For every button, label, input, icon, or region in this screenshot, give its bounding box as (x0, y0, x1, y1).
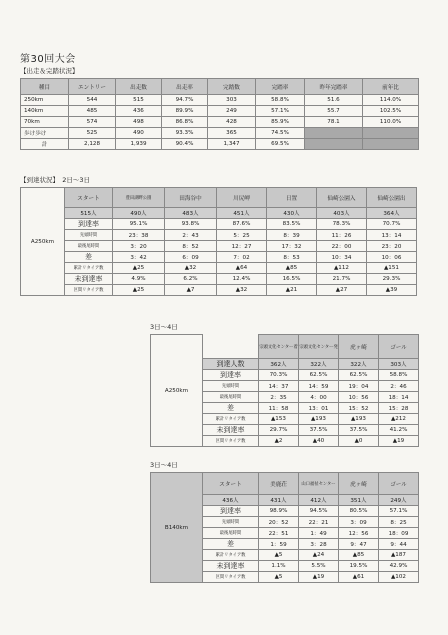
table-cell: 3：42 (113, 252, 165, 263)
table-cell: ▲0 (339, 436, 379, 447)
table-cell: 412人 (299, 495, 339, 506)
table-cell: 15：28 (379, 403, 419, 414)
table-cell: 20：52 (259, 517, 299, 528)
table-cell: 6：09 (165, 252, 217, 263)
row-label: 累計リタイア数 (65, 263, 113, 274)
row-label: 最後尾時間 (65, 241, 113, 252)
table-cell: 85.9% (256, 117, 305, 128)
table-cell: 11：26 (317, 230, 367, 241)
table-cell: 23：20 (367, 241, 417, 252)
table-cell: ▲64 (217, 263, 267, 274)
table-cell: 22：21 (299, 517, 339, 528)
table-cell: ▲212 (379, 414, 419, 425)
table-cell: 19.5% (339, 561, 379, 572)
row-label: 差 (203, 539, 259, 550)
table-row (21, 208, 417, 219)
blank-cell (203, 335, 259, 359)
th-checkpoint: ゴール (379, 473, 419, 495)
row-label: 到達率 (65, 219, 113, 230)
entry-finish-table (20, 78, 419, 150)
th-checkpoint: 宗頭文化センター発 (299, 335, 339, 359)
table-cell: 18：14 (379, 392, 419, 403)
row-label: 到達率 (203, 506, 259, 517)
th-checkpoint: 仙崎公園出 (367, 188, 417, 208)
table-cell: 490人 (113, 208, 165, 219)
table-cell: 21.7% (317, 274, 367, 285)
table-cell: 89.9% (162, 106, 208, 117)
table-cell: 12.4% (217, 274, 267, 285)
row-label: 先頭時間 (65, 230, 113, 241)
table-cell: 70.7% (367, 219, 417, 230)
table-cell: 2：35 (259, 392, 299, 403)
table-cell: 94.7% (162, 95, 208, 106)
table-row (21, 274, 417, 285)
table-cell: 3：09 (339, 517, 379, 528)
table-cell (363, 139, 419, 150)
table-cell: ▲32 (165, 263, 217, 274)
table-cell: ▲85 (267, 263, 317, 274)
table-cell (305, 139, 363, 150)
table-cell: 13：14 (367, 230, 417, 241)
table-cell: 計 (21, 139, 69, 150)
row-label: 先頭時間 (203, 517, 259, 528)
row-label: 未到達率 (65, 274, 113, 285)
table-cell (305, 128, 363, 139)
table-cell: 2：43 (165, 230, 217, 241)
table-cell: 483人 (165, 208, 217, 219)
table-cell: 70.3% (259, 370, 299, 381)
table-cell: 490 (116, 128, 162, 139)
table-cell: 51.6 (305, 95, 363, 106)
section-label: 【到達状況】 (20, 176, 56, 184)
table-cell: 525 (69, 128, 116, 139)
table-row (21, 241, 417, 252)
table-cell (363, 128, 419, 139)
row-label: 累計リタイア数 (203, 550, 259, 561)
row-label: 最後尾時間 (203, 528, 259, 539)
row-label: 差 (65, 252, 113, 263)
table-cell: 485 (69, 106, 116, 117)
table-cell: 1.1% (259, 561, 299, 572)
table-cell: 6.2% (165, 274, 217, 285)
table-cell: 403人 (317, 208, 367, 219)
table-cell: 41.2% (379, 425, 419, 436)
table-cell: ▲193 (339, 414, 379, 425)
row-label: 未到達率 (203, 425, 259, 436)
row-label: 到達率 (203, 370, 259, 381)
table-cell: 18：09 (379, 528, 419, 539)
table-cell: 9：44 (379, 539, 419, 550)
arrival-table-b140 (150, 472, 419, 583)
table-cell: 57.1% (379, 506, 419, 517)
table-cell: 12：27 (217, 241, 267, 252)
table-cell: ▲102 (379, 572, 419, 583)
table-cell: ▲27 (317, 285, 367, 296)
table-cell: 362人 (259, 359, 299, 370)
course-label: A250km (21, 188, 65, 296)
row-label: 未到達率 (203, 561, 259, 572)
table-cell: 29.3% (367, 274, 417, 285)
table-cell: ▲24 (299, 550, 339, 561)
table-cell: 13：01 (299, 403, 339, 414)
table-cell: 69.5% (256, 139, 305, 150)
table-cell: ▲19 (299, 572, 339, 583)
table-cell: 95.1% (113, 219, 165, 230)
table-row (21, 263, 417, 274)
table-cell: ▲39 (367, 285, 417, 296)
table-cell: 110.0% (363, 117, 419, 128)
table-cell: ▲85 (339, 550, 379, 561)
table-cell: 8：52 (165, 241, 217, 252)
th-starters: 出走数 (116, 79, 162, 95)
table-cell: 12：56 (339, 528, 379, 539)
table-cell: 544 (69, 95, 116, 106)
table-cell: ▲5 (259, 572, 299, 583)
table-cell: 14：37 (259, 381, 299, 392)
table-cell: 15：52 (339, 403, 379, 414)
table-cell: 16.5% (267, 274, 317, 285)
table-cell: 5：25 (217, 230, 267, 241)
table-cell: ▲193 (299, 414, 339, 425)
table-cell: 87.6% (217, 219, 267, 230)
table-cell: 574 (69, 117, 116, 128)
table-cell: 5.5% (299, 561, 339, 572)
th-checkpoint: 日置 (267, 188, 317, 208)
table-cell: ▲25 (113, 263, 165, 274)
table-cell: ▲19 (379, 436, 419, 447)
table-cell: 10：06 (367, 252, 417, 263)
table-cell: 8：53 (267, 252, 317, 263)
table-cell: 2,128 (69, 139, 116, 150)
th-checkpoint: 虎ヶ崎 (339, 473, 379, 495)
table-cell: 498 (116, 117, 162, 128)
table-cell: 436 (116, 106, 162, 117)
row-label: 最後尾時間 (203, 392, 259, 403)
table-cell: 430人 (267, 208, 317, 219)
table-cell: 58.8% (256, 95, 305, 106)
table-cell: 90.4% (162, 139, 208, 150)
th-checkpoint: 山口福祉センター (299, 473, 339, 495)
table-cell: 11：58 (259, 403, 299, 414)
table-cell: 62.5% (299, 370, 339, 381)
table-cell: 22：51 (259, 528, 299, 539)
table-cell: 70km (21, 117, 69, 128)
table-cell: ▲112 (317, 263, 367, 274)
table-cell: 2：46 (379, 381, 419, 392)
table-cell: 102.5% (363, 106, 419, 117)
table-cell: 94.5% (299, 506, 339, 517)
th-entry: エントリー (69, 79, 116, 95)
table-cell: 436人 (203, 495, 259, 506)
section-days: 2日～3日 (62, 176, 91, 184)
table-cell: 140km (21, 106, 69, 117)
table-cell: 364人 (367, 208, 417, 219)
course-label: A250km (151, 335, 203, 447)
table-cell: 351人 (339, 495, 379, 506)
table-cell: 4：00 (299, 392, 339, 403)
th-checkpoint: 豊田湖畔公園 (113, 188, 165, 208)
th-checkpoint: 田海谷中 (165, 188, 217, 208)
th-checkpoint: 美鹿荘 (259, 473, 299, 495)
th-last-year-rate: 昨年完踏率 (305, 79, 363, 95)
course-label: B140km (151, 473, 203, 583)
table-cell: 303人 (379, 359, 419, 370)
th-checkpoint: 川尻岬 (217, 188, 267, 208)
table-cell: 8：25 (379, 517, 419, 528)
table-cell: ▲61 (339, 572, 379, 583)
table-cell: 22：00 (317, 241, 367, 252)
table-cell: 93.8% (165, 219, 217, 230)
row-label: 差 (203, 403, 259, 414)
table-row (21, 117, 419, 128)
section-days-3: 3日～4日 (150, 323, 178, 331)
th-checkpoint: 虎ヶ崎 (339, 335, 379, 359)
table-cell: 10：56 (339, 392, 379, 403)
row-label: 区間リタイア数 (203, 572, 259, 583)
table-cell: ▲151 (367, 263, 417, 274)
table-cell: ▲2 (259, 436, 299, 447)
table-cell: 3：20 (113, 241, 165, 252)
table-cell: 7：02 (217, 252, 267, 263)
table-cell: ▲187 (379, 550, 419, 561)
arrival-table-a250-day3 (150, 334, 419, 447)
row-label: 累計リタイア数 (203, 414, 259, 425)
table-cell: 1,939 (116, 139, 162, 150)
table-cell: ▲40 (299, 436, 339, 447)
table-cell: 55.7 (305, 106, 363, 117)
table-cell: 78.1 (305, 117, 363, 128)
table-row (21, 106, 419, 117)
th-start-rate: 出走率 (162, 79, 208, 95)
arrival-table-a250-day2 (20, 187, 417, 296)
row-label: 先頭時間 (203, 381, 259, 392)
table-cell: 1：49 (299, 528, 339, 539)
row-label: 区間リタイア数 (203, 436, 259, 447)
table-cell: 57.1% (256, 106, 305, 117)
table-cell: 8：39 (267, 230, 317, 241)
table-cell: 1：59 (259, 539, 299, 550)
row-label: 区間リタイア数 (65, 285, 113, 296)
table-cell: 322人 (299, 359, 339, 370)
section-heading-arrival (20, 175, 90, 184)
table-cell: 10：34 (317, 252, 367, 263)
table-cell: ▲153 (259, 414, 299, 425)
table-cell: 3：28 (299, 539, 339, 550)
table-cell: ▲32 (217, 285, 267, 296)
th-checkpoint: スタート (203, 473, 259, 495)
table-cell: 249 (208, 106, 256, 117)
table-cell: 365 (208, 128, 256, 139)
th-checkpoint: 宗頭文化センター着 (259, 335, 299, 359)
table-row-total (21, 139, 419, 150)
table-cell: ▲21 (267, 285, 317, 296)
table-cell: 86.8% (162, 117, 208, 128)
table-row (21, 285, 417, 296)
table-cell: 29.7% (259, 425, 299, 436)
table-row (21, 128, 419, 139)
table-cell: 322人 (339, 359, 379, 370)
table-row (21, 252, 417, 263)
section-days-4: 3日～4日 (150, 461, 178, 469)
page-title: 第30回大会 (20, 54, 76, 65)
table-cell: 42.9% (379, 561, 419, 572)
row-label: 到達人数 (203, 359, 259, 370)
table-cell: 74.5% (256, 128, 305, 139)
th-yoy: 前年比 (363, 79, 419, 95)
table-row (21, 230, 417, 241)
th-finish-rate: 完踏率 (256, 79, 305, 95)
table-cell: 78.3% (317, 219, 367, 230)
table-cell: 431人 (259, 495, 299, 506)
table-row (21, 95, 419, 106)
table-cell: 515人 (65, 208, 113, 219)
table-cell: 250km (21, 95, 69, 106)
th-checkpoint: 仙崎公園入 (317, 188, 367, 208)
table-cell: 93.3% (162, 128, 208, 139)
table-cell: 歩け歩け (21, 128, 69, 139)
table-cell: 303 (208, 95, 256, 106)
table-cell: 37.5% (299, 425, 339, 436)
table-cell: 114.0% (363, 95, 419, 106)
table-cell: 428 (208, 117, 256, 128)
table-cell: 451人 (217, 208, 267, 219)
th-checkpoint: ゴール (379, 335, 419, 359)
table-cell: 23：38 (113, 230, 165, 241)
table-cell: ▲7 (165, 285, 217, 296)
table-cell: 62.5% (339, 370, 379, 381)
table-cell: 83.5% (267, 219, 317, 230)
table-cell: 98.9% (259, 506, 299, 517)
th-checkpoint: スタート (65, 188, 113, 208)
table-cell: 9：47 (339, 539, 379, 550)
table-cell: ▲25 (113, 285, 165, 296)
table-row (21, 219, 417, 230)
table-cell: 19：04 (339, 381, 379, 392)
table-cell: 37.5% (339, 425, 379, 436)
table-cell: 249人 (379, 495, 419, 506)
table-cell: 58.8% (379, 370, 419, 381)
section-heading-entry: 【出走＆完踏状況】 (20, 67, 79, 75)
th-event: 種目 (21, 79, 69, 95)
th-finishers: 完踏数 (208, 79, 256, 95)
table-cell: 80.5% (339, 506, 379, 517)
table-cell: 17：32 (267, 241, 317, 252)
table-cell: 14：59 (299, 381, 339, 392)
table-cell: ▲5 (259, 550, 299, 561)
table-cell: 515 (116, 95, 162, 106)
table-cell: 1,347 (208, 139, 256, 150)
table-cell: 4.9% (113, 274, 165, 285)
